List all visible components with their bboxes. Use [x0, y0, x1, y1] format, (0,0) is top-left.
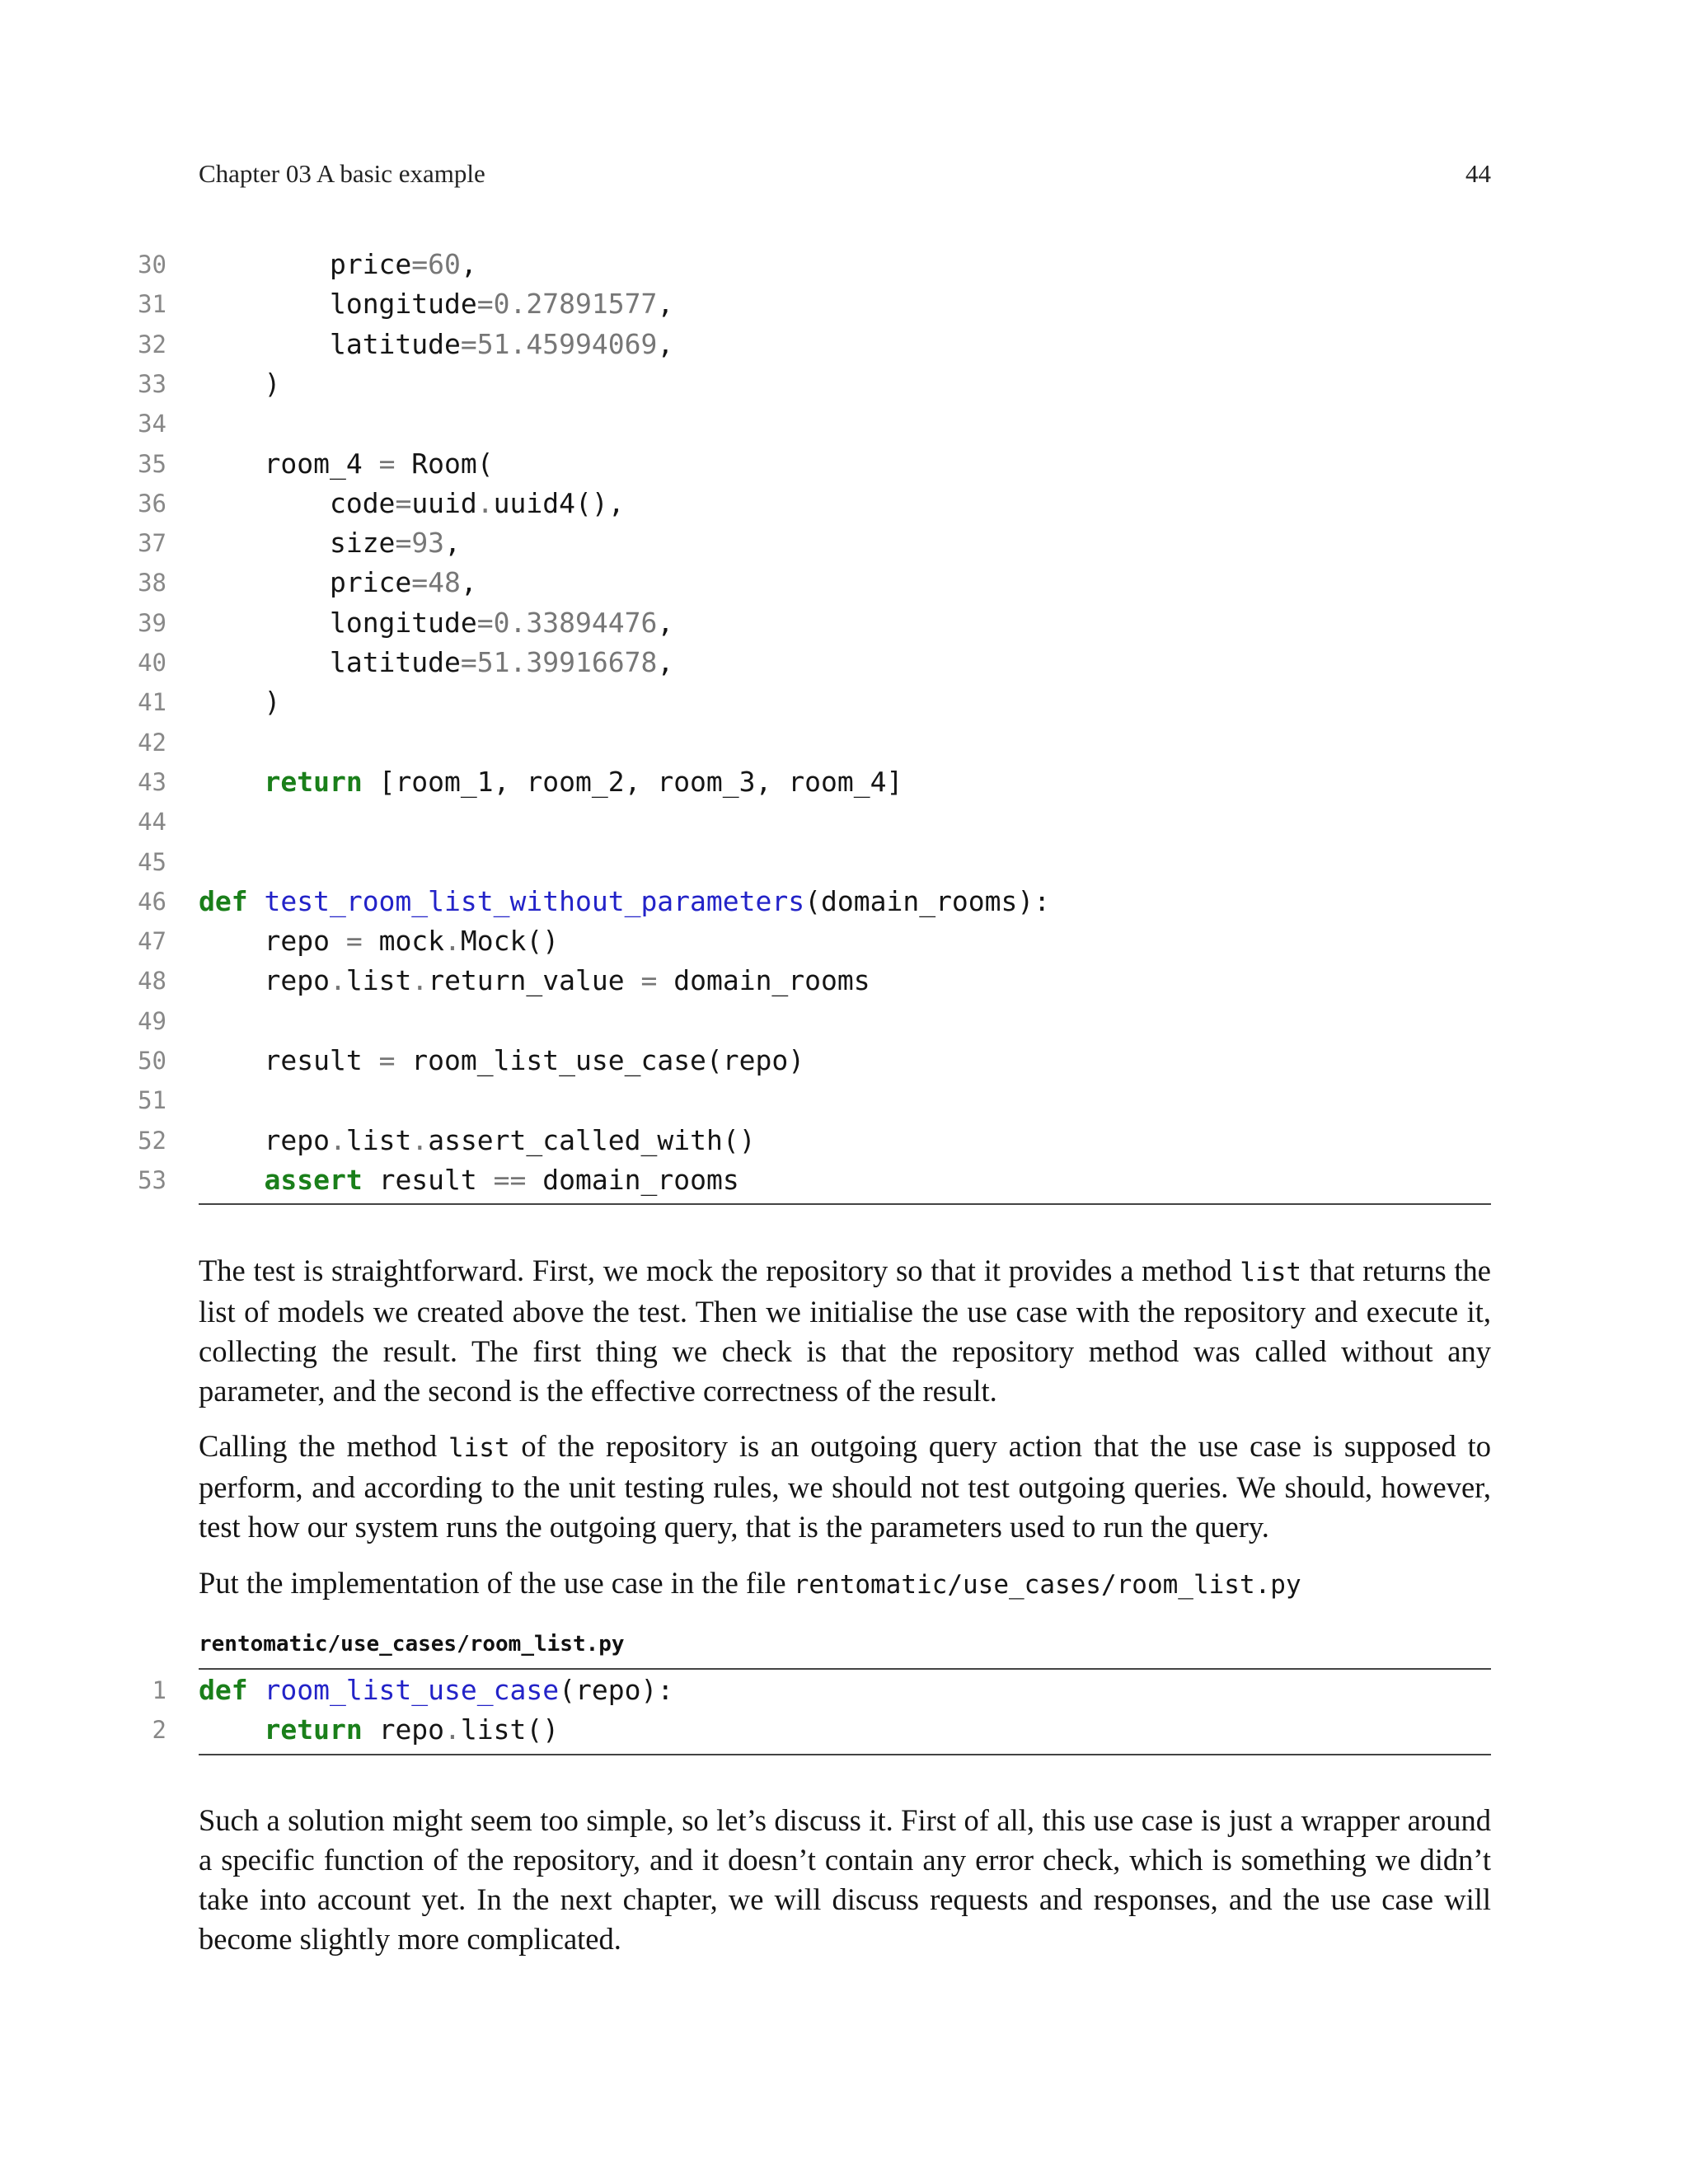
line-number: 52 [138, 1126, 166, 1155]
code-line [0, 842, 1688, 882]
code-indent [199, 964, 264, 996]
code-token: , [657, 288, 674, 321]
code-line [0, 284, 1688, 324]
line-number: 43 [138, 767, 166, 796]
line-number: 40 [138, 649, 166, 677]
code-text [199, 762, 903, 802]
code-token: = [378, 447, 396, 480]
code-text [199, 563, 477, 602]
code-indent [199, 646, 330, 678]
code-line [0, 1001, 1688, 1041]
line-number: 31 [138, 290, 166, 319]
line-number: 34 [138, 410, 166, 438]
code-token: longitude [329, 606, 477, 639]
code-line [0, 404, 1688, 443]
code-block-bottom-rule [199, 1754, 1491, 1755]
code-token: = [395, 486, 412, 519]
code-token: . [411, 964, 429, 997]
code-line [0, 484, 1688, 523]
code-text [199, 921, 559, 961]
code-line [0, 882, 1688, 921]
code-keyword: return [264, 1713, 363, 1746]
paragraph-text: Calling the method [199, 1429, 448, 1463]
code-token: . [444, 1713, 461, 1746]
paragraph-text: The test is straightforward. First, we mock the repository so that it provides a method [199, 1254, 1240, 1287]
line-number: 30 [138, 251, 166, 279]
running-header [199, 153, 1491, 194]
code-line [0, 802, 1688, 841]
code-token: latitude [329, 327, 461, 360]
code-indent [199, 248, 330, 280]
inline-code: list [448, 1433, 510, 1463]
line-number: 2 [152, 1716, 166, 1745]
code-keyword: return [264, 765, 363, 798]
code-token: domain_rooms [657, 964, 870, 997]
code-indent [199, 527, 330, 559]
code-number: 0.33894476 [493, 606, 658, 639]
code-token: Room( [395, 447, 494, 480]
code-indent [199, 1044, 264, 1076]
code-keyword: assert [264, 1163, 363, 1196]
code-text [199, 1041, 804, 1080]
paragraph-text: of the repository is an outgoing query action that the use case is supposed to perform, and according to the unit testing rules, we should not test outgoing queries. We should, however, test how our system runs the outgoing query, that is the parameters used to run the query. [199, 1429, 1491, 1544]
paragraph-outgoing-query [199, 1427, 1491, 1547]
code-line [0, 1671, 1688, 1710]
code-text [199, 682, 280, 722]
line-number: 1 [152, 1676, 166, 1704]
code-indent [199, 368, 264, 400]
line-number: 36 [138, 489, 166, 518]
code-indent [199, 1713, 264, 1746]
code-indent [199, 1124, 264, 1156]
code-token: . [444, 925, 461, 958]
code-indent [199, 566, 330, 598]
code-text [199, 444, 494, 484]
code-token: . [411, 1123, 429, 1156]
code-indent [199, 448, 264, 480]
code-token: = [640, 964, 658, 997]
code-indent [199, 487, 330, 519]
code-token: assert_called_with() [428, 1123, 756, 1156]
chapter-title: Chapter 03 A basic example [199, 159, 485, 188]
code-token: domain_rooms [526, 1163, 739, 1196]
line-number: 35 [138, 449, 166, 478]
code-line [0, 921, 1688, 961]
line-number: 38 [138, 569, 166, 598]
paragraph-text: Such a solution might seem too simple, so let’s discuss it. First of all, this use case is just a wrapper around a specific function of the repository, and it doesn’t contain any error check, which is something we didn’t take into account yet. In the next chapter, we will discuss requests and responses, and the use case will become slightly more complicated. [199, 1803, 1491, 1956]
code-text [199, 325, 673, 364]
code-token: ) [264, 686, 281, 719]
code-token: result [264, 1044, 379, 1076]
paragraph-implementation-intro [199, 1563, 1491, 1605]
code-number: 51.39916678 [476, 646, 658, 678]
code-token: , [460, 566, 477, 599]
line-number: 48 [138, 967, 166, 996]
code-indent [199, 925, 264, 957]
code-filename: rentomatic/use_cases/room_list.py [199, 1632, 625, 1657]
code-token: size [329, 527, 396, 560]
code-number: 0.27891577 [493, 288, 658, 321]
code-token: . [476, 486, 494, 519]
code-block-implementation [0, 1671, 1688, 1753]
code-token: = [476, 288, 494, 321]
code-token: room_4 [264, 447, 379, 480]
code-line [0, 523, 1688, 563]
code-text [199, 245, 477, 284]
code-token: Mock() [460, 925, 560, 958]
code-token: uuid [411, 486, 477, 519]
code-token: = [395, 527, 412, 560]
code-token: = [411, 566, 429, 599]
code-token: . [329, 1123, 346, 1156]
code-token: repo [264, 1123, 330, 1156]
code-text [199, 882, 1050, 921]
code-number: 93 [411, 527, 445, 560]
code-indent [199, 288, 330, 320]
code-text [199, 1710, 559, 1750]
code-token: = [460, 646, 477, 678]
code-line [0, 762, 1688, 802]
paragraph-text: Put the implementation of the use case in the file [199, 1566, 794, 1600]
code-token: list [345, 964, 412, 997]
line-number: 44 [138, 808, 166, 837]
code-line [0, 563, 1688, 602]
code-token: latitude [329, 646, 461, 678]
code-indent [199, 328, 330, 360]
code-token: uuid4(), [493, 486, 625, 519]
inline-code: list [1240, 1258, 1302, 1287]
code-line [0, 245, 1688, 284]
code-indent [199, 607, 330, 639]
line-number: 37 [138, 529, 166, 558]
line-number: 41 [138, 688, 166, 717]
code-token: repo [362, 1713, 445, 1746]
code-token: repo [264, 925, 346, 958]
code-text [199, 484, 625, 523]
code-text [199, 603, 673, 643]
code-text [199, 961, 870, 1001]
code-token: price [329, 566, 412, 599]
inline-code: rentomatic/use_cases/room_list.py [793, 1570, 1301, 1600]
code-line [0, 643, 1688, 682]
code-text [199, 284, 673, 324]
code-line [0, 364, 1688, 404]
code-token: (domain_rooms): [804, 884, 1051, 917]
code-text [199, 643, 673, 682]
code-token: , [657, 327, 674, 360]
code-token: price [329, 248, 412, 280]
code-block-test [0, 245, 1688, 1201]
code-line [0, 1041, 1688, 1080]
line-number: 33 [138, 369, 166, 398]
code-token: list() [460, 1713, 560, 1746]
paragraph-test-explanation [199, 1251, 1491, 1411]
code-indent [199, 686, 264, 718]
code-token: = [378, 1044, 396, 1076]
line-number: 45 [138, 847, 166, 876]
code-token: [room_1, room_2, room_3, room_4] [362, 765, 903, 798]
code-keyword: def [199, 884, 248, 917]
code-block-bottom-rule [199, 1203, 1491, 1205]
code-token: result [362, 1163, 494, 1196]
code-indent [199, 766, 264, 798]
code-text [199, 364, 280, 404]
line-number: 51 [138, 1086, 166, 1115]
code-token: , [657, 606, 674, 639]
code-number: 48 [428, 566, 461, 599]
code-token: mock [362, 925, 445, 958]
code-line [0, 682, 1688, 722]
code-token: = [476, 606, 494, 639]
code-token: , [657, 646, 674, 678]
code-number: 60 [428, 248, 461, 280]
code-text [199, 523, 461, 563]
code-line [0, 444, 1688, 484]
code-line [0, 723, 1688, 762]
code-token: (repo): [559, 1674, 674, 1706]
code-token: . [329, 964, 346, 997]
paragraph-discussion [199, 1801, 1491, 1959]
line-number: 47 [138, 927, 166, 956]
code-line [0, 1121, 1688, 1160]
code-number: 51.45994069 [476, 327, 658, 360]
line-number: 46 [138, 887, 166, 916]
code-token: ) [264, 367, 281, 400]
code-line [0, 1710, 1688, 1750]
code-function-name: test_room_list_without_parameters [264, 884, 805, 917]
code-indent [199, 1164, 264, 1196]
code-text [199, 1671, 673, 1710]
line-number: 53 [138, 1165, 166, 1194]
code-line [0, 1080, 1688, 1120]
code-token: list [345, 1123, 412, 1156]
code-token: == [493, 1163, 527, 1196]
code-token: = [460, 327, 477, 360]
line-number: 49 [138, 1006, 166, 1035]
line-number: 39 [138, 608, 166, 637]
code-token [248, 885, 265, 917]
page-number: 44 [1465, 159, 1491, 188]
code-function-name: room_list_use_case [264, 1674, 560, 1706]
code-line [0, 325, 1688, 364]
code-token: longitude [329, 288, 477, 321]
code-token: repo [264, 964, 330, 997]
code-line [0, 603, 1688, 643]
line-number: 50 [138, 1047, 166, 1075]
code-text [199, 1121, 756, 1160]
code-text [199, 1160, 739, 1200]
code-line [0, 1160, 1688, 1200]
code-token: code [329, 486, 396, 519]
code-keyword: def [199, 1674, 248, 1706]
line-number: 32 [138, 330, 166, 359]
code-token: = [411, 248, 429, 280]
code-token: return_value [428, 964, 641, 997]
code-token: , [460, 248, 477, 280]
line-number: 42 [138, 728, 166, 757]
paragraph-text: that returns the list of models we created above the test. Then we initialise the use case with the repository and execute it, collecting the result. The first thing we check is that the repository method was called without any parameter, and the second is the effective correctness of the result. [199, 1254, 1491, 1408]
code-line [0, 961, 1688, 1001]
code-token [248, 1674, 265, 1706]
code-token: room_list_use_case(repo) [395, 1044, 805, 1076]
code-block-top-rule [199, 1668, 1491, 1670]
code-token: , [444, 527, 461, 560]
code-token: = [345, 925, 363, 958]
